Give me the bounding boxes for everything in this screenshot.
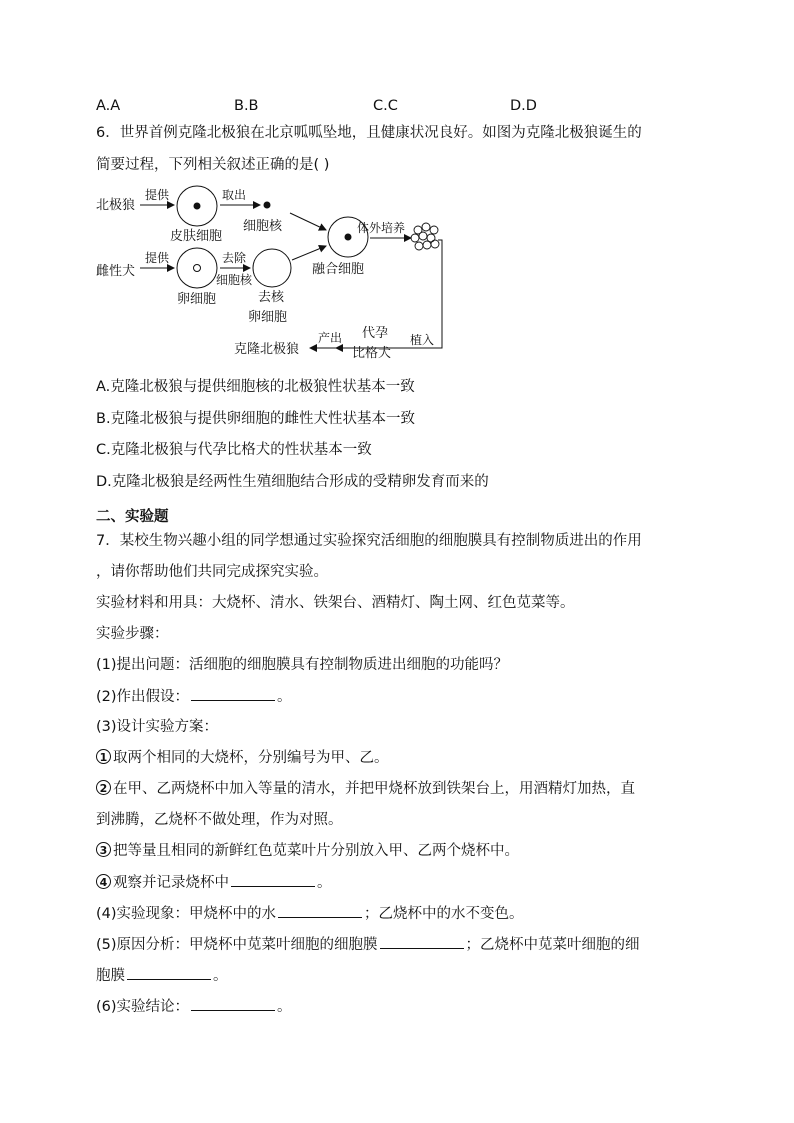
label-enucleated-2: 卵细胞 — [248, 310, 288, 325]
q7-step6 — [96, 996, 292, 1017]
q7-substep4-suffix: 。 — [317, 875, 332, 891]
q6-option-a: A.克隆北极狼与提供细胞核的北极狼性状基本一致 — [96, 379, 415, 395]
answer-blank-phenomenon[interactable] — [278, 903, 362, 918]
label-produce: 产出 — [318, 331, 343, 345]
label-take-out: 取出 — [222, 188, 247, 202]
arrow-nucleus-to-fusion — [290, 213, 326, 230]
circled-number-1: 1 — [96, 749, 111, 764]
option-a: A.A — [96, 98, 121, 114]
answer-blank-conclusion[interactable] — [191, 996, 275, 1011]
fused-cell-nucleus — [345, 234, 352, 241]
q7-step2 — [96, 686, 292, 707]
label-cloned-wolf: 克隆北极狼 — [234, 342, 300, 357]
q7-step2-suffix: 。 — [277, 689, 292, 705]
q7-substep1-text: 取两个相同的大烧杯，分别编号为甲、乙。 — [113, 750, 389, 766]
label-remove: 去除 — [222, 251, 247, 265]
label-surrogate-2: 比格犬 — [352, 346, 392, 360]
option-c: C.C — [373, 98, 398, 114]
label-female-dog: 雌性犬 — [96, 264, 136, 279]
q7-step6-prefix: (6)实验结论： — [96, 999, 190, 1015]
q6-option-b: B.克隆北极狼与提供卵细胞的雌性犬性状基本一致 — [96, 411, 416, 427]
enucleated-egg — [253, 249, 291, 287]
label-egg-cell: 卵细胞 — [177, 292, 217, 307]
skin-cell-nucleus — [194, 203, 201, 210]
q7-step5-line2-suffix: 。 — [213, 968, 228, 984]
circled-number-2: 2 — [96, 780, 111, 795]
q7-steps-title: 实验步骤： — [96, 626, 169, 642]
q7-step5-line1 — [96, 934, 640, 955]
q7-step4 — [96, 903, 524, 924]
label-surrogate-1: 代孕 — [362, 326, 389, 341]
q7-step2-prefix: (2)作出假设： — [96, 689, 190, 705]
label-arctic-wolf: 北极狼 — [96, 198, 136, 213]
label-provide2: 提供 — [145, 251, 170, 265]
egg-cell — [177, 248, 217, 288]
circled-number-4: 4 — [96, 874, 111, 889]
q6-stem-line2: 简要过程，下列相关叙述正确的是( ) — [96, 157, 330, 173]
q7-step5-line2 — [96, 965, 228, 986]
q7-substep2-line1 — [96, 779, 635, 799]
q7-stem-line1: 7．某校生物兴趣小组的同学想通过实验探究活细胞的细胞膜具有控制物质进出的作用 — [96, 533, 642, 549]
answer-blank-reason-b[interactable] — [127, 965, 211, 980]
section-title: 二、实验题 — [96, 509, 169, 525]
q7-step3: (3)设计实验方案： — [96, 719, 219, 735]
q7-substep3-text: 把等量且相同的新鲜红色苋菜叶片分别放入甲、乙两个烧杯中。 — [113, 843, 519, 859]
option-d: D.D — [510, 98, 537, 114]
q7-substep3 — [96, 841, 519, 861]
q6-option-d: D.克隆北极狼是经两性生殖细胞结合形成的受精卵发育而来的 — [96, 474, 489, 490]
answer-blank-reason-a[interactable] — [380, 934, 464, 949]
label-implant: 植入 — [410, 333, 435, 347]
label-nucleus: 细胞核 — [243, 219, 283, 234]
label-skin-cell: 皮肤细胞 — [170, 229, 223, 244]
q7-step5-line2-prefix: 胞膜 — [96, 968, 125, 984]
answer-blank-observe[interactable] — [231, 872, 315, 887]
q7-step1: (1)提出问题：活细胞的细胞膜具有控制物质进出细胞的功能吗？ — [96, 657, 509, 673]
q6-stem-line1: 6．世界首例克隆北极狼在北京呱呱坠地，且健康状况良好。如图为克隆北极狼诞生的 — [96, 125, 642, 141]
label-in-vitro: 体外培养 — [357, 221, 406, 235]
q7-substep2-line2: 到沸腾，乙烧杯不做处理，作为对照。 — [96, 812, 343, 828]
q7-materials: 实验材料和用具：大烧杯、清水、铁架台、酒精灯、陶土网、红色苋菜等。 — [96, 595, 575, 611]
q7-substep4 — [96, 872, 332, 893]
answer-blank-hypothesis[interactable] — [191, 686, 275, 701]
cloning-diagram — [90, 180, 450, 360]
embryo-cluster — [411, 223, 439, 250]
label-enucleated-1: 去核 — [258, 290, 285, 305]
option-b: B.B — [234, 98, 259, 114]
q7-substep4-text: 观察并记录烧杯中 — [113, 875, 229, 891]
egg-cell-nucleus — [194, 265, 201, 272]
circled-number-3: 3 — [96, 842, 111, 857]
q7-substep1 — [96, 748, 389, 768]
q7-step4-prefix: (4)实验现象：甲烧杯中的水 — [96, 906, 277, 922]
q7-substep2-text: 在甲、乙两烧杯中加入等量的清水，并把甲烧杯放到铁架台上，用酒精灯加热，直 — [113, 781, 635, 797]
q7-step5-prefix: (5)原因分析：甲烧杯中苋菜叶细胞的细胞膜 — [96, 937, 378, 953]
label-remove-nucleus: 细胞核 — [216, 273, 253, 287]
arrow-egg-to-fusion — [292, 246, 326, 260]
extracted-nucleus — [264, 202, 271, 209]
q7-step4-suffix: ；乙烧杯中的水不变色。 — [364, 906, 524, 922]
q7-step6-suffix: 。 — [277, 999, 292, 1015]
label-fused-cell: 融合细胞 — [312, 262, 365, 277]
label-provide1: 提供 — [145, 188, 170, 202]
q7-step5-mid: ；乙烧杯中苋菜叶细胞的细 — [465, 937, 640, 953]
q7-stem-line2: ，请你帮助他们共同完成探究实验。 — [96, 564, 328, 580]
q6-option-c: C.克隆北极狼与代孕比格犬的性状基本一致 — [96, 442, 372, 458]
